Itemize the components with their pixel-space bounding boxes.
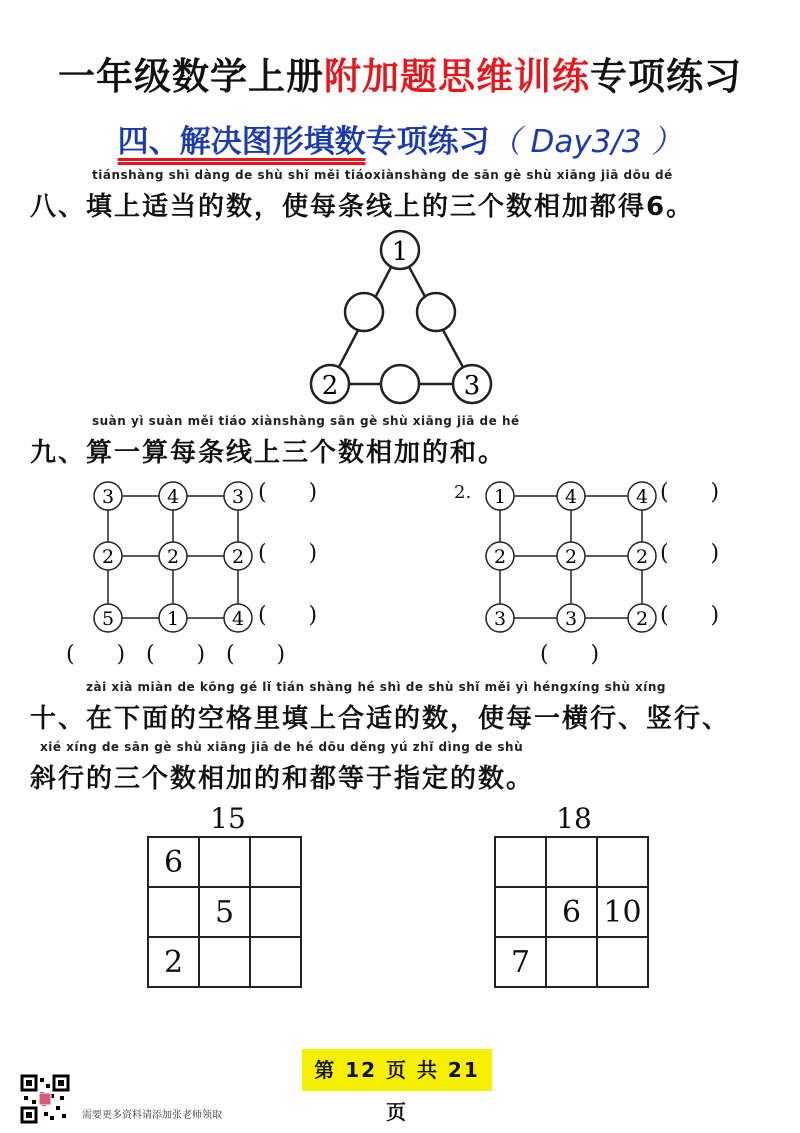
s1-cell[interactable] bbox=[199, 937, 250, 987]
triangle-circle-right[interactable] bbox=[417, 293, 455, 331]
s2-cell[interactable]: 10 bbox=[597, 887, 648, 937]
g2-r1c2: 4 bbox=[564, 486, 578, 508]
title-part-2: 专项练习 bbox=[590, 55, 742, 98]
g2-r3c2: 3 bbox=[564, 608, 578, 630]
s2-cell[interactable] bbox=[495, 837, 546, 887]
s1-cell[interactable]: 6 bbox=[148, 837, 199, 887]
g1-answer-col3[interactable]: ( ) bbox=[226, 642, 286, 667]
g2-r2c3: 2 bbox=[635, 546, 649, 568]
g1-answer-col1[interactable]: ( ) bbox=[66, 642, 126, 667]
s2-cell[interactable] bbox=[546, 937, 597, 987]
g2-r1c1: 1 bbox=[493, 486, 507, 508]
g1-r1c1: 3 bbox=[101, 486, 115, 508]
q8-pinyin: tiánshàng shì dàng de shù shǐ měi tiáoxiànshàng de sān gè shù xiāng jiā dōu dé bbox=[92, 168, 673, 182]
subtitle-underlined: 四、解决图形填数 bbox=[117, 124, 366, 160]
g2-answer-row1[interactable]: ( ) bbox=[660, 480, 720, 505]
g2-answer-diagonal[interactable]: ( ) bbox=[540, 642, 600, 667]
g2-answer-row3[interactable]: ( ) bbox=[660, 603, 720, 628]
g1-answer-row3[interactable]: ( ) bbox=[258, 603, 318, 628]
subtitle-rest: 专项练习 bbox=[365, 124, 490, 160]
magic-square-1 bbox=[147, 836, 302, 988]
s2-cell[interactable] bbox=[597, 837, 648, 887]
g1-r2c1: 2 bbox=[101, 546, 115, 568]
s2-cell[interactable]: 6 bbox=[546, 887, 597, 937]
g1-r1c3: 3 bbox=[231, 486, 245, 508]
triangle-circle-left[interactable] bbox=[345, 293, 383, 331]
s1-cell[interactable]: 5 bbox=[199, 887, 250, 937]
g1-r1c2: 4 bbox=[166, 486, 180, 508]
s2-cell[interactable] bbox=[546, 837, 597, 887]
magic-square-2 bbox=[494, 836, 649, 988]
s2-cell[interactable] bbox=[597, 937, 648, 987]
s1-cell[interactable]: 2 bbox=[148, 937, 199, 987]
footer-note: 需要更多资料请添加张老师领取 bbox=[82, 1110, 222, 1121]
s1-cell[interactable] bbox=[199, 837, 250, 887]
g1-answer-row1[interactable]: ( ) bbox=[258, 480, 318, 505]
page-title bbox=[0, 46, 800, 100]
g2-r1c3: 4 bbox=[635, 486, 649, 508]
q9-pinyin: suàn yì suàn měi tiáo xiànshàng sān gè shù xiāng jiā de hé bbox=[92, 414, 520, 428]
grid2-label: 2. bbox=[454, 482, 472, 503]
title-part-1: 一年级数学上册 bbox=[58, 55, 324, 98]
g1-answer-col2[interactable]: ( ) bbox=[146, 642, 206, 667]
g1-r3c3: 4 bbox=[231, 608, 245, 630]
triangle-circle-bottom-mid[interactable] bbox=[381, 365, 419, 403]
q10-text-2: 斜行的三个数相加的和都等于指定的数。 bbox=[30, 764, 535, 794]
circle-num-bottom-left: 2 bbox=[321, 371, 339, 401]
q9-text: 九、算一算每条线上三个数相加的和。 bbox=[30, 438, 507, 468]
g1-answer-row2[interactable]: ( ) bbox=[258, 541, 318, 566]
s1-cell[interactable] bbox=[250, 887, 301, 937]
s1-cell[interactable] bbox=[250, 937, 301, 987]
g1-r3c2: 1 bbox=[166, 608, 180, 630]
g2-answer-row2[interactable]: ( ) bbox=[660, 541, 720, 566]
sum-grid-1 bbox=[88, 478, 258, 638]
g2-r2c2: 2 bbox=[564, 546, 578, 568]
g1-r2c3: 2 bbox=[231, 546, 245, 568]
qr-code-icon bbox=[20, 1074, 70, 1124]
g1-r2c2: 2 bbox=[166, 546, 180, 568]
s1-cell[interactable] bbox=[148, 887, 199, 937]
sum-grid-2 bbox=[480, 478, 660, 638]
triangle-diagram bbox=[300, 222, 500, 407]
g2-r2c1: 2 bbox=[493, 546, 507, 568]
q10-text-1: 十、在下面的空格里填上合适的数，使每一横行、竖行、 bbox=[30, 704, 731, 734]
title-part-red: 附加题思维训练 bbox=[324, 55, 590, 98]
s2-cell[interactable]: 7 bbox=[495, 937, 546, 987]
subtitle-day: （ Day3/3 ） bbox=[489, 124, 683, 160]
s2-cell[interactable] bbox=[495, 887, 546, 937]
g2-r3c3: 2 bbox=[635, 608, 649, 630]
subtitle bbox=[0, 116, 800, 161]
s1-cell[interactable] bbox=[250, 837, 301, 887]
square1-target: 15 bbox=[210, 802, 246, 835]
q10-pinyin-2: xié xíng de sān gè shù xiāng jiā de hé dōu děng yú zhǐ dìng de shù bbox=[40, 740, 524, 754]
g1-r3c1: 5 bbox=[101, 608, 115, 630]
square2-target: 18 bbox=[556, 802, 592, 835]
q8-text: 八、填上适当的数，使每条线上的三个数相加都得6。 bbox=[30, 192, 695, 222]
circle-num-bottom-right: 3 bbox=[463, 371, 481, 401]
g2-r3c1: 3 bbox=[493, 608, 507, 630]
circle-num-top: 1 bbox=[391, 237, 409, 267]
page-number: 第 12 页 共 21 页 bbox=[302, 1049, 492, 1091]
q10-pinyin-1: zài xià miàn de kōng gé lǐ tián shàng hé shì de shù shǐ měi yì héngxíng shù xíng bbox=[86, 680, 666, 694]
